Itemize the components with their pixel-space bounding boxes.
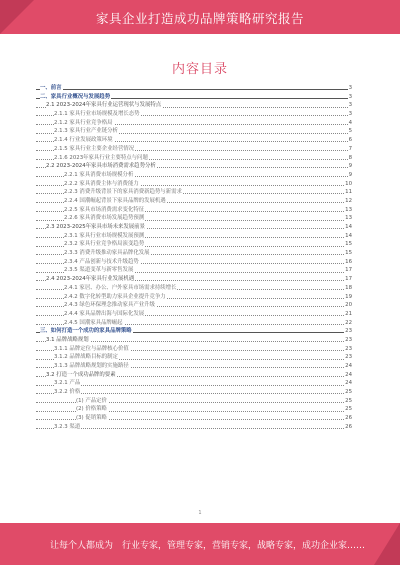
toc-entry-page: 25 <box>345 397 352 404</box>
toc-entry-label: 三、如何打造一个成功的家具品牌策略 <box>40 328 132 335</box>
toc-entry-page: 25 <box>345 406 352 413</box>
toc-entry-page: 7 <box>348 145 352 152</box>
toc-entry[interactable] <box>36 423 352 432</box>
toc-entry[interactable] <box>36 197 352 206</box>
report-footer <box>0 523 400 565</box>
toc-entry-page: 26 <box>345 423 352 430</box>
toc-entry-label: 2.2.5 家具市场消费需求变化特征 <box>64 206 145 213</box>
toc-entry-page: 23 <box>345 354 352 361</box>
toc-entry[interactable] <box>36 379 352 388</box>
toc-entry[interactable] <box>36 249 352 258</box>
toc-entry-label: 3.2.2 价格 <box>54 389 81 396</box>
toc-entry-label: 2.4.3 绿色环保理念推动家具产业升级 <box>64 302 155 309</box>
toc-entry-page: 8 <box>348 154 352 161</box>
toc-entry[interactable] <box>36 284 352 293</box>
toc-leader-dots <box>36 428 352 429</box>
toc-entry-page: 3 <box>348 102 352 109</box>
toc-entry-page: 3 <box>348 85 352 91</box>
toc-entry[interactable] <box>36 293 352 302</box>
toc-entry[interactable] <box>36 93 352 102</box>
toc-entry-label: 3.2 打造一个成功品牌的要素 <box>46 371 116 378</box>
toc-entry-label: (2) 价格策略 <box>76 406 107 413</box>
toc-entry[interactable] <box>36 353 352 362</box>
toc-entry-page: 24 <box>345 371 352 378</box>
toc-entry-page: 13 <box>345 206 352 213</box>
toc-entry-page: 23 <box>345 328 352 335</box>
toc-entry-page: 9 <box>348 171 352 178</box>
toc-leader-dots <box>36 89 352 90</box>
toc-entry-label: 2.3 2023-2025年家具市场未来发展前景 <box>46 224 145 230</box>
toc-entry[interactable] <box>36 145 352 154</box>
toc-entry[interactable] <box>36 371 352 380</box>
footer-tagline: 行业专家，管理专家，营销专家，战略专家，成功企业家…… <box>122 541 366 551</box>
toc-entry-label: 3.2.1 产品 <box>54 380 81 387</box>
toc-entry-label: 2.2.3 消费升级背景下的家具消费新趋势与新需求 <box>64 189 182 196</box>
toc-entry-label: 3.1 品牌战略规划 <box>46 336 89 343</box>
toc-entry-label: 2.4.2 数字化转型助力家具企业提升竞争力 <box>64 293 166 300</box>
toc-entry-page: 15 <box>345 241 352 248</box>
toc-entry-page: 4 <box>348 119 352 126</box>
toc-entry-label: 2.3.4 产品创新与技术升级趋势 <box>64 258 139 265</box>
toc-entry-page: 9 <box>348 163 352 170</box>
toc-entry-label: 2.3.5 渠道变革与新零售发展 <box>64 267 134 274</box>
toc-entry-page: 25 <box>345 389 352 396</box>
toc-entry-page: 24 <box>345 380 352 387</box>
toc-entry[interactable] <box>36 275 352 284</box>
toc-entry-page: 22 <box>345 319 352 326</box>
footer-corner-decoration <box>374 523 400 565</box>
toc-entry-page: 6 <box>348 137 352 144</box>
toc-entry-label: 2.4 2023-2024年家具行业发展机遇 <box>46 276 135 283</box>
toc-entry-label: 二、家具行业概况与发展趋势 <box>40 93 111 100</box>
toc-entry[interactable] <box>36 223 352 232</box>
toc-entry[interactable] <box>36 180 352 189</box>
toc-entry[interactable] <box>36 327 352 336</box>
toc-entry[interactable] <box>36 136 352 145</box>
toc-entry-page: 16 <box>345 258 352 265</box>
toc-entry-label: 2.2.6 家具消费市场发展趋势预测 <box>64 215 145 222</box>
toc-entry-label: 2.1.2 家具行业竞争格局 <box>54 119 113 126</box>
toc-entry[interactable] <box>36 206 352 215</box>
toc-entry-label: 2.3.2 家具行业竞争格局演变趋势 <box>64 241 145 248</box>
table-of-contents <box>36 84 352 432</box>
toc-entry[interactable] <box>36 301 352 310</box>
toc-entry-label: (3) 促销策略 <box>76 415 107 422</box>
toc-heading: 内容目录 <box>171 62 228 77</box>
toc-entry[interactable] <box>36 154 352 163</box>
toc-leader-dots <box>36 385 352 386</box>
toc-entry-page: 14 <box>345 232 352 239</box>
toc-entry-label: 2.2.4 国潮崛起背景下家具品牌的发展机遇 <box>64 197 166 204</box>
toc-entry-label: 2.2.1 家具消费市场规模分析 <box>64 171 134 178</box>
toc-entry[interactable] <box>36 388 352 397</box>
toc-entry[interactable] <box>36 127 352 136</box>
toc-entry-page: 23 <box>345 336 352 343</box>
toc-entry-page: 3 <box>348 93 352 100</box>
toc-entry-page: 20 <box>345 302 352 309</box>
toc-entry-page: 17 <box>345 267 352 274</box>
toc-entry-page: 21 <box>345 310 352 317</box>
toc-entry[interactable] <box>36 84 352 93</box>
toc-entry-label: 3.1.3 品牌战略规划的实施路径 <box>54 363 129 369</box>
toc-entry-label: 2.3.1 家具行业市场规模发展预测 <box>64 232 145 239</box>
toc-entry-label: 2.1.4 行业发展政策环境 <box>54 137 113 144</box>
toc-entry[interactable] <box>36 397 352 406</box>
toc-entry-page: 24 <box>345 363 352 369</box>
toc-entry-label: 一、前言 <box>40 85 62 91</box>
toc-entry-page: 14 <box>345 224 352 230</box>
toc-entry[interactable] <box>36 405 352 414</box>
toc-entry[interactable] <box>36 232 352 241</box>
toc-entry[interactable] <box>36 101 352 110</box>
toc-entry-page: 23 <box>345 345 352 352</box>
toc-entry[interactable] <box>36 258 352 267</box>
toc-entry-page: 10 <box>345 180 352 187</box>
toc-entry-page: 13 <box>345 215 352 222</box>
toc-entry-page: 12 <box>345 197 352 204</box>
toc-entry-label: 2.1 2023-2024年家具行业运营现状与发展特点 <box>46 102 162 109</box>
toc-entry[interactable] <box>36 362 352 371</box>
toc-entry[interactable] <box>36 162 352 171</box>
toc-entry-page: 15 <box>345 250 352 257</box>
page-number: 1 <box>198 510 202 516</box>
toc-entry[interactable] <box>36 188 352 197</box>
report-title: 家具企业打造成功品牌策略研究报告 <box>95 11 304 26</box>
toc-entry-label: 2.1.1 家具行业市场规模及增长态势 <box>54 111 140 118</box>
toc-entry-page: 18 <box>345 284 352 291</box>
toc-entry-page: 17 <box>345 276 352 283</box>
toc-entry-label: 2.2.2 家具消费主体与消费能力 <box>64 180 139 187</box>
toc-entry-label: 2.1.3 家具行业产业链分析 <box>54 128 118 135</box>
toc-entry-label: 2.2 2023-2024年家具市场消费需求趋势分析 <box>46 163 156 170</box>
toc-entry[interactable] <box>36 171 352 180</box>
toc-entry-label: 2.4.1 家居、办公、户外家具市场需求持续增长 <box>64 284 177 291</box>
toc-entry-page: 3 <box>348 111 352 118</box>
toc-entry-label: 2.4.4 家具品牌出海与国际化发展 <box>64 310 145 317</box>
toc-entry-page: 5 <box>348 128 352 135</box>
toc-entry-label: 2.1.5 家具行业主要企业经营情况 <box>54 145 135 152</box>
toc-entry[interactable] <box>36 110 352 119</box>
toc-entry-page: 11 <box>345 189 352 196</box>
toc-leader-dots <box>36 393 352 394</box>
toc-entry[interactable] <box>36 319 352 328</box>
toc-entry-label: 3.2.3 渠道 <box>54 423 81 430</box>
toc-entry[interactable] <box>36 310 352 319</box>
toc-entry[interactable] <box>36 336 352 345</box>
report-header <box>0 0 400 34</box>
toc-entry-label: 2.4.5 国潮家具品牌崛起 <box>64 319 123 326</box>
toc-entry-label: 2.1.6 2023年家具行业主要特点与问题 <box>54 154 148 161</box>
toc-entry-label: (1) 产品定价 <box>76 397 107 404</box>
toc-entry[interactable] <box>36 345 352 354</box>
toc-entry-label: 2.3.3 消费升级推动家具品牌化发展 <box>64 250 150 257</box>
toc-entry-page: 19 <box>345 293 352 300</box>
toc-entry-label: 3.1.1 品牌定位与品牌核心价值 <box>54 345 129 352</box>
toc-entry-page: 26 <box>345 415 352 422</box>
toc-entry[interactable] <box>36 240 352 249</box>
toc-entry[interactable] <box>36 414 352 423</box>
toc-entry[interactable] <box>36 119 352 128</box>
toc-entry[interactable] <box>36 266 352 275</box>
toc-entry-label: 3.1.2 品牌战略目标的制定 <box>54 354 118 361</box>
footer-slogan: 让每个人都成为 <box>50 541 114 551</box>
toc-entry[interactable] <box>36 214 352 223</box>
